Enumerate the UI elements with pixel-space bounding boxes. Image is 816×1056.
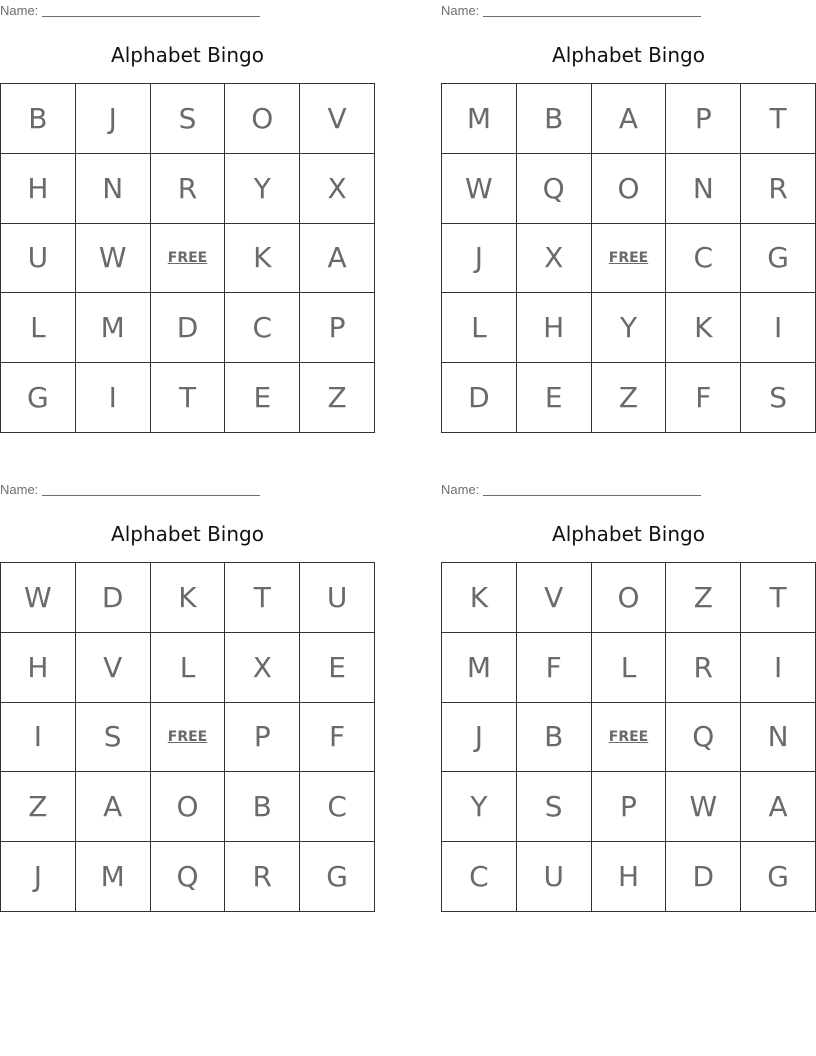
bingo-cell: M [442,84,517,154]
free-space-cell: FREE [592,224,667,294]
bingo-cell: W [666,772,741,842]
bingo-cell: V [517,563,592,633]
bingo-cell: J [1,842,76,912]
bingo-cell: K [225,224,300,294]
name-underline [483,15,701,17]
bingo-cell: F [517,633,592,703]
bingo-cell: H [1,154,76,224]
bingo-cell: P [666,84,741,154]
bingo-cell: D [666,842,741,912]
name-underline [42,15,260,17]
name-field[interactable] [0,482,260,498]
name-field[interactable] [441,3,701,19]
bingo-cell: U [517,842,592,912]
bingo-cell: Q [151,842,226,912]
name-field[interactable] [441,482,701,498]
bingo-cell: H [517,293,592,363]
bingo-cell: C [442,842,517,912]
bingo-cell: S [741,363,816,433]
bingo-card-1 [0,0,375,440]
card-title: Alphabet Bingo [552,522,705,546]
bingo-cell: Q [517,154,592,224]
card-title: Alphabet Bingo [111,43,264,67]
bingo-cell: T [151,363,226,433]
bingo-cell: R [151,154,226,224]
bingo-cell: G [741,842,816,912]
bingo-cell: K [666,293,741,363]
free-space-cell: FREE [592,703,667,773]
bingo-cell: Z [592,363,667,433]
bingo-cell: B [517,703,592,773]
bingo-cell: Z [1,772,76,842]
bingo-cell: D [76,563,151,633]
bingo-cell: N [666,154,741,224]
bingo-grid [441,83,816,433]
bingo-cell: V [300,84,375,154]
bingo-cell: R [225,842,300,912]
bingo-cell: Z [300,363,375,433]
bingo-cell: S [76,703,151,773]
bingo-cell: C [300,772,375,842]
name-label: Name: [441,3,480,18]
bingo-cell: Q [666,703,741,773]
bingo-cell: N [76,154,151,224]
bingo-cell: B [1,84,76,154]
bingo-cell: X [225,633,300,703]
bingo-cell: T [741,84,816,154]
bingo-cell: D [151,293,226,363]
bingo-cell: C [225,293,300,363]
bingo-cell: M [76,842,151,912]
card-title: Alphabet Bingo [552,43,705,67]
bingo-cell: K [151,563,226,633]
bingo-cell: D [442,363,517,433]
bingo-cell: Y [442,772,517,842]
bingo-cell: U [1,224,76,294]
name-label: Name: [0,3,39,18]
bingo-cell: L [151,633,226,703]
name-label: Name: [0,482,39,497]
bingo-cell: M [442,633,517,703]
bingo-cell: R [741,154,816,224]
bingo-grid [0,83,375,433]
bingo-cell: E [300,633,375,703]
bingo-cell: Y [225,154,300,224]
card-title: Alphabet Bingo [111,522,264,546]
bingo-cell: S [517,772,592,842]
bingo-cell: P [592,772,667,842]
bingo-cell: J [442,703,517,773]
bingo-cell: R [666,633,741,703]
bingo-cell: A [592,84,667,154]
bingo-cell: J [76,84,151,154]
bingo-cell: I [741,293,816,363]
bingo-cell: F [300,703,375,773]
bingo-cell: F [666,363,741,433]
bingo-cell: X [300,154,375,224]
bingo-cell: O [592,154,667,224]
bingo-cell: I [741,633,816,703]
bingo-cell: P [300,293,375,363]
bingo-cell: H [592,842,667,912]
bingo-cell: A [300,224,375,294]
bingo-cell: O [225,84,300,154]
bingo-cell: G [1,363,76,433]
bingo-cell: I [1,703,76,773]
bingo-cell: C [666,224,741,294]
bingo-cell: W [1,563,76,633]
bingo-cell: J [442,224,517,294]
name-label: Name: [441,482,480,497]
bingo-cell: A [76,772,151,842]
bingo-cell: V [76,633,151,703]
bingo-cell: L [1,293,76,363]
bingo-cell: M [76,293,151,363]
bingo-cell: L [442,293,517,363]
bingo-cell: B [225,772,300,842]
bingo-cell: S [151,84,226,154]
name-underline [42,494,260,496]
bingo-cell: X [517,224,592,294]
bingo-card-2 [441,0,816,440]
bingo-cell: W [76,224,151,294]
bingo-cell: O [592,563,667,633]
bingo-cell: T [741,563,816,633]
bingo-cell: K [442,563,517,633]
bingo-cell: N [741,703,816,773]
bingo-cell: O [151,772,226,842]
name-underline [483,494,701,496]
bingo-cell: I [76,363,151,433]
bingo-grid [441,562,816,912]
bingo-card-3 [0,479,375,919]
name-field[interactable] [0,3,260,19]
bingo-grid [0,562,375,912]
bingo-cell: W [442,154,517,224]
free-space-cell: FREE [151,703,226,773]
free-space-cell: FREE [151,224,226,294]
bingo-cell: T [225,563,300,633]
bingo-cell: P [225,703,300,773]
bingo-cell: H [1,633,76,703]
bingo-cell: A [741,772,816,842]
bingo-cell: E [517,363,592,433]
bingo-cell: L [592,633,667,703]
bingo-cell: U [300,563,375,633]
bingo-cell: E [225,363,300,433]
bingo-cell: G [741,224,816,294]
bingo-card-4 [441,479,816,919]
bingo-cell: B [517,84,592,154]
bingo-cell: Z [666,563,741,633]
bingo-cell: Y [592,293,667,363]
bingo-cell: G [300,842,375,912]
